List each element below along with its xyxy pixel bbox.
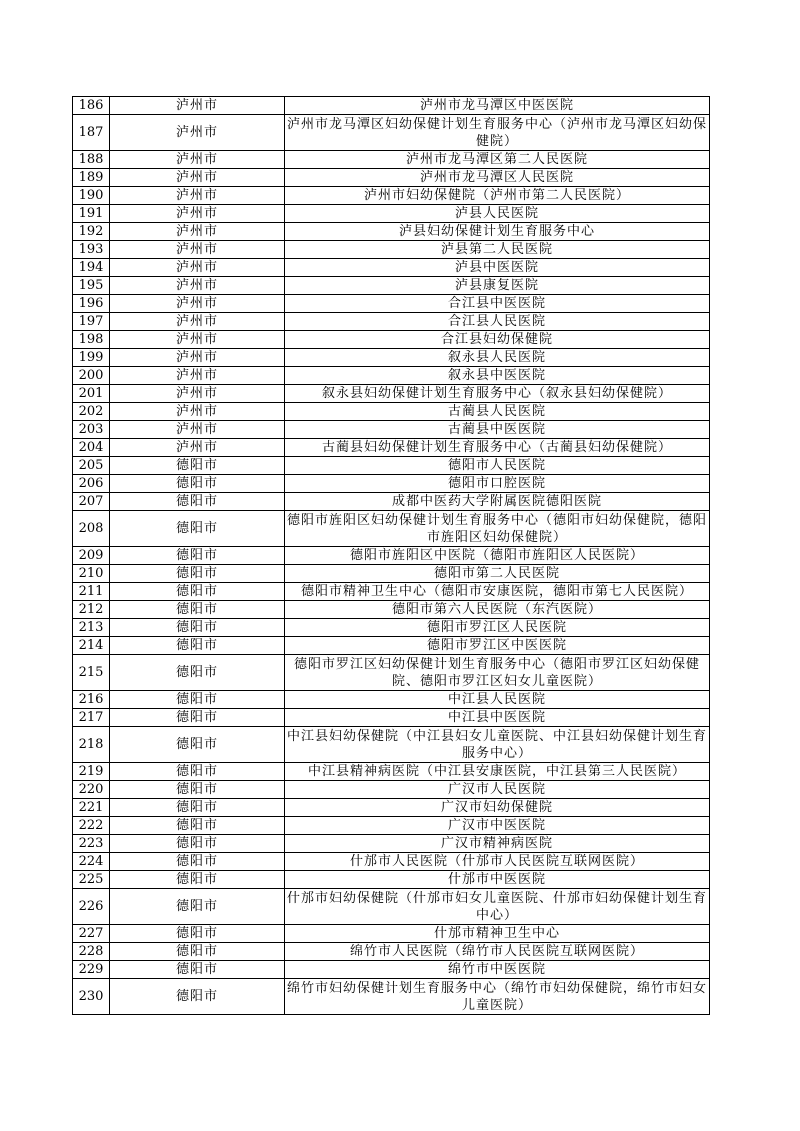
hospital-table xyxy=(72,96,710,1015)
hospital-name-cell: 德阳市罗江区中医医院 xyxy=(285,637,710,655)
city-cell: 德阳市 xyxy=(110,691,285,709)
hospital-name-cell: 合江县人民医院 xyxy=(285,313,710,331)
city-cell: 德阳市 xyxy=(110,799,285,817)
city-cell: 德阳市 xyxy=(110,943,285,961)
city-cell: 泸州市 xyxy=(110,403,285,421)
city-cell: 泸州市 xyxy=(110,385,285,403)
city-cell: 德阳市 xyxy=(110,925,285,943)
row-number-cell: 206 xyxy=(73,475,110,493)
row-number-cell: 197 xyxy=(73,313,110,331)
city-cell: 德阳市 xyxy=(110,475,285,493)
hospital-name-cell: 德阳市旌阳区中医院（德阳市旌阳区人民医院） xyxy=(285,547,710,565)
row-number-cell: 230 xyxy=(73,979,110,1015)
hospital-name-cell: 泸县中医医院 xyxy=(285,259,710,277)
row-number-cell: 194 xyxy=(73,259,110,277)
table-row xyxy=(73,331,710,349)
row-number-cell: 217 xyxy=(73,709,110,727)
row-number-cell: 210 xyxy=(73,565,110,583)
table-row xyxy=(73,853,710,871)
city-cell: 泸州市 xyxy=(110,367,285,385)
table-row xyxy=(73,295,710,313)
city-cell: 德阳市 xyxy=(110,619,285,637)
table-row xyxy=(73,655,710,691)
hospital-name-cell: 泸州市龙马潭区人民医院 xyxy=(285,169,710,187)
table-row xyxy=(73,115,710,151)
city-cell: 泸州市 xyxy=(110,205,285,223)
table-row xyxy=(73,835,710,853)
table-row xyxy=(73,151,710,169)
hospital-name-cell: 泸县人民医院 xyxy=(285,205,710,223)
hospital-name-cell: 广汉市人民医院 xyxy=(285,781,710,799)
row-number-cell: 215 xyxy=(73,655,110,691)
city-cell: 泸州市 xyxy=(110,277,285,295)
city-cell: 德阳市 xyxy=(110,871,285,889)
city-cell: 德阳市 xyxy=(110,853,285,871)
hospital-name-cell: 德阳市第二人民医院 xyxy=(285,565,710,583)
table-row xyxy=(73,241,710,259)
hospital-name-cell: 叙永县中医医院 xyxy=(285,367,710,385)
city-cell: 泸州市 xyxy=(110,97,285,115)
hospital-name-cell: 绵竹市妇幼保健计划生育服务中心（绵竹市妇幼保健院，绵竹市妇女儿童医院） xyxy=(285,979,710,1015)
city-cell: 德阳市 xyxy=(110,763,285,781)
table-row xyxy=(73,439,710,457)
row-number-cell: 211 xyxy=(73,583,110,601)
city-cell: 泸州市 xyxy=(110,223,285,241)
row-number-cell: 216 xyxy=(73,691,110,709)
row-number-cell: 203 xyxy=(73,421,110,439)
city-cell: 泸州市 xyxy=(110,295,285,313)
hospital-name-cell: 古蔺县人民医院 xyxy=(285,403,710,421)
city-cell: 德阳市 xyxy=(110,655,285,691)
table-row xyxy=(73,421,710,439)
city-cell: 泸州市 xyxy=(110,331,285,349)
table-row xyxy=(73,169,710,187)
table-row xyxy=(73,709,710,727)
table-row xyxy=(73,961,710,979)
city-cell: 泸州市 xyxy=(110,439,285,457)
city-cell: 泸州市 xyxy=(110,187,285,205)
row-number-cell: 209 xyxy=(73,547,110,565)
hospital-name-cell: 德阳市人民医院 xyxy=(285,457,710,475)
city-cell: 德阳市 xyxy=(110,565,285,583)
hospital-name-cell: 德阳市罗江区妇幼保健计划生育服务中心（德阳市罗江区妇幼保健院、德阳市罗江区妇女儿童医院） xyxy=(285,655,710,691)
hospital-name-cell: 广汉市妇幼保健院 xyxy=(285,799,710,817)
city-cell: 泸州市 xyxy=(110,151,285,169)
city-cell: 泸州市 xyxy=(110,115,285,151)
city-cell: 德阳市 xyxy=(110,817,285,835)
table-row xyxy=(73,925,710,943)
table-row xyxy=(73,511,710,547)
row-number-cell: 189 xyxy=(73,169,110,187)
table-row xyxy=(73,475,710,493)
hospital-name-cell: 泸州市妇幼保健院（泸州市第二人民医院） xyxy=(285,187,710,205)
row-number-cell: 188 xyxy=(73,151,110,169)
row-number-cell: 201 xyxy=(73,385,110,403)
city-cell: 德阳市 xyxy=(110,547,285,565)
table-row xyxy=(73,583,710,601)
hospital-name-cell: 叙永县人民医院 xyxy=(285,349,710,367)
table-row xyxy=(73,277,710,295)
table-row xyxy=(73,313,710,331)
table-row xyxy=(73,781,710,799)
city-cell: 德阳市 xyxy=(110,781,285,799)
hospital-name-cell: 泸州市龙马潭区妇幼保健计划生育服务中心（泸州市龙马潭区妇幼保健院） xyxy=(285,115,710,151)
table-row xyxy=(73,403,710,421)
row-number-cell: 208 xyxy=(73,511,110,547)
row-number-cell: 227 xyxy=(73,925,110,943)
table-row xyxy=(73,817,710,835)
hospital-name-cell: 广汉市精神病医院 xyxy=(285,835,710,853)
hospital-name-cell: 什邡市精神卫生中心 xyxy=(285,925,710,943)
city-cell: 德阳市 xyxy=(110,727,285,763)
hospital-name-cell: 德阳市口腔医院 xyxy=(285,475,710,493)
table-row xyxy=(73,763,710,781)
row-number-cell: 225 xyxy=(73,871,110,889)
hospital-name-cell: 古蔺县妇幼保健计划生育服务中心（古蔺县妇幼保健院） xyxy=(285,439,710,457)
row-number-cell: 224 xyxy=(73,853,110,871)
row-number-cell: 220 xyxy=(73,781,110,799)
row-number-cell: 219 xyxy=(73,763,110,781)
hospital-name-cell: 德阳市第六人民医院（东汽医院） xyxy=(285,601,710,619)
row-number-cell: 198 xyxy=(73,331,110,349)
hospital-name-cell: 泸县第二人民医院 xyxy=(285,241,710,259)
city-cell: 泸州市 xyxy=(110,421,285,439)
hospital-name-cell: 合江县中医医院 xyxy=(285,295,710,313)
row-number-cell: 226 xyxy=(73,889,110,925)
table-row xyxy=(73,547,710,565)
city-cell: 德阳市 xyxy=(110,961,285,979)
hospital-name-cell: 泸县康复医院 xyxy=(285,277,710,295)
table-row xyxy=(73,979,710,1015)
row-number-cell: 213 xyxy=(73,619,110,637)
city-cell: 泸州市 xyxy=(110,241,285,259)
hospital-name-cell: 什邡市中医医院 xyxy=(285,871,710,889)
table-row xyxy=(73,97,710,115)
hospital-name-cell: 中江县精神病医院（中江县安康医院，中江县第三人民医院） xyxy=(285,763,710,781)
hospital-name-cell: 广汉市中医医院 xyxy=(285,817,710,835)
table-row xyxy=(73,565,710,583)
row-number-cell: 199 xyxy=(73,349,110,367)
row-number-cell: 222 xyxy=(73,817,110,835)
row-number-cell: 214 xyxy=(73,637,110,655)
table-body xyxy=(73,97,710,1015)
city-cell: 泸州市 xyxy=(110,313,285,331)
row-number-cell: 202 xyxy=(73,403,110,421)
row-number-cell: 200 xyxy=(73,367,110,385)
city-cell: 泸州市 xyxy=(110,259,285,277)
row-number-cell: 207 xyxy=(73,493,110,511)
table-row xyxy=(73,619,710,637)
hospital-name-cell: 叙永县妇幼保健计划生育服务中心（叙永县妇幼保健院） xyxy=(285,385,710,403)
row-number-cell: 193 xyxy=(73,241,110,259)
row-number-cell: 195 xyxy=(73,277,110,295)
hospital-name-cell: 泸州市龙马潭区中医医院 xyxy=(285,97,710,115)
city-cell: 德阳市 xyxy=(110,637,285,655)
row-number-cell: 221 xyxy=(73,799,110,817)
row-number-cell: 229 xyxy=(73,961,110,979)
hospital-name-cell: 什邡市人民医院（什邡市人民医院互联网医院） xyxy=(285,853,710,871)
table-row xyxy=(73,223,710,241)
row-number-cell: 196 xyxy=(73,295,110,313)
table-row xyxy=(73,385,710,403)
table-row xyxy=(73,457,710,475)
table-row xyxy=(73,367,710,385)
table-row xyxy=(73,943,710,961)
table-row xyxy=(73,205,710,223)
city-cell: 德阳市 xyxy=(110,979,285,1015)
hospital-name-cell: 泸县妇幼保健计划生育服务中心 xyxy=(285,223,710,241)
hospital-name-cell: 绵竹市中医医院 xyxy=(285,961,710,979)
row-number-cell: 186 xyxy=(73,97,110,115)
hospital-name-cell: 泸州市龙马潭区第二人民医院 xyxy=(285,151,710,169)
hospital-name-cell: 中江县妇幼保健院（中江县妇女儿童医院、中江县妇幼保健计划生育服务中心） xyxy=(285,727,710,763)
city-cell: 德阳市 xyxy=(110,835,285,853)
hospital-name-cell: 合江县妇幼保健院 xyxy=(285,331,710,349)
row-number-cell: 218 xyxy=(73,727,110,763)
table-row xyxy=(73,799,710,817)
row-number-cell: 204 xyxy=(73,439,110,457)
table-row xyxy=(73,889,710,925)
table-row xyxy=(73,637,710,655)
table-row xyxy=(73,493,710,511)
table-row xyxy=(73,349,710,367)
row-number-cell: 192 xyxy=(73,223,110,241)
table-row xyxy=(73,871,710,889)
hospital-name-cell: 中江县人民医院 xyxy=(285,691,710,709)
row-number-cell: 212 xyxy=(73,601,110,619)
row-number-cell: 228 xyxy=(73,943,110,961)
row-number-cell: 190 xyxy=(73,187,110,205)
city-cell: 德阳市 xyxy=(110,889,285,925)
hospital-name-cell: 什邡市妇幼保健院（什邡市妇女儿童医院、什邡市妇幼保健计划生育中心） xyxy=(285,889,710,925)
table-row xyxy=(73,727,710,763)
hospital-name-cell: 古蔺县中医医院 xyxy=(285,421,710,439)
table-row xyxy=(73,601,710,619)
city-cell: 德阳市 xyxy=(110,493,285,511)
city-cell: 德阳市 xyxy=(110,583,285,601)
hospital-name-cell: 绵竹市人民医院（绵竹市人民医院互联网医院） xyxy=(285,943,710,961)
city-cell: 德阳市 xyxy=(110,709,285,727)
table-row xyxy=(73,691,710,709)
city-cell: 泸州市 xyxy=(110,169,285,187)
hospital-name-cell: 成都中医药大学附属医院德阳医院 xyxy=(285,493,710,511)
row-number-cell: 187 xyxy=(73,115,110,151)
hospital-name-cell: 中江县中医医院 xyxy=(285,709,710,727)
hospital-name-cell: 德阳市旌阳区妇幼保健计划生育服务中心（德阳市妇幼保健院，德阳市旌阳区妇幼保健院） xyxy=(285,511,710,547)
city-cell: 泸州市 xyxy=(110,349,285,367)
city-cell: 德阳市 xyxy=(110,601,285,619)
hospital-name-cell: 德阳市罗江区人民医院 xyxy=(285,619,710,637)
row-number-cell: 191 xyxy=(73,205,110,223)
table-row xyxy=(73,259,710,277)
table-row xyxy=(73,187,710,205)
city-cell: 德阳市 xyxy=(110,511,285,547)
row-number-cell: 205 xyxy=(73,457,110,475)
row-number-cell: 223 xyxy=(73,835,110,853)
city-cell: 德阳市 xyxy=(110,457,285,475)
hospital-name-cell: 德阳市精神卫生中心（德阳市安康医院，德阳市第七人民医院） xyxy=(285,583,710,601)
